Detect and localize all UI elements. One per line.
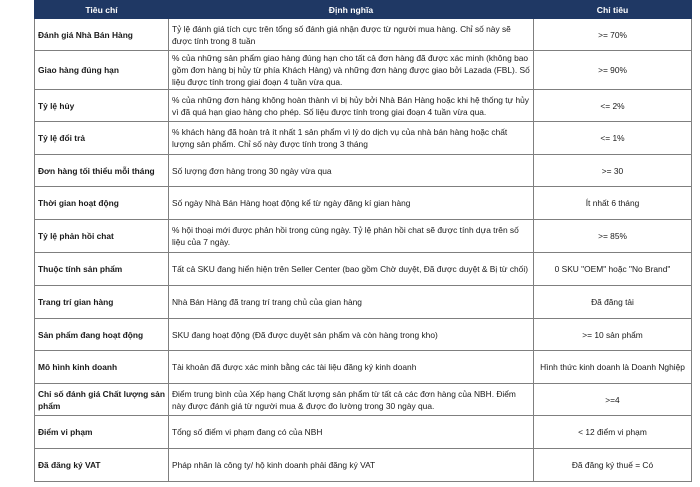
header-definition: Định nghĩa (169, 1, 534, 19)
row-target: 0 SKU "OEM" hoặc "No Brand" (534, 253, 692, 286)
row-target: >=4 (534, 384, 692, 416)
row-target: Ít nhất 6 tháng (534, 187, 692, 220)
row-criteria: Điểm vi phạm (35, 416, 169, 449)
row-criteria: Giao hàng đúng hạn (35, 51, 169, 90)
table-row (35, 19, 692, 51)
row-target: >= 10 sản phẩm (534, 319, 692, 351)
row-criteria: Thuộc tính sản phẩm (35, 253, 169, 286)
header-row (35, 1, 692, 19)
table-header (35, 1, 692, 19)
row-definition: Số ngày Nhà Bán Hàng hoạt động kể từ ngày đăng kí gian hàng (169, 187, 534, 220)
row-definition: % hội thoại mới được phản hồi trong cùng ngày. Tỷ lệ phản hồi chat sẽ được tính dựa trên số liệu của 7 ngày. (169, 220, 534, 253)
table-row (35, 286, 692, 319)
row-definition: Số lượng đơn hàng trong 30 ngày vừa qua (169, 155, 534, 187)
row-target: Đã đăng tải (534, 286, 692, 319)
table-row (35, 351, 692, 384)
row-target: >= 85% (534, 220, 692, 253)
row-definition: Tất cả SKU đang hiển hiện trên Seller Center (bao gồm Chờ duyệt, Đã được duyệt & Bị từ chối) (169, 253, 534, 286)
row-definition: SKU đang hoạt động (Đã được duyệt sản phẩm và còn hàng trong kho) (169, 319, 534, 351)
row-criteria: Chỉ số đánh giá Chất lượng sản phẩm (35, 384, 169, 416)
row-criteria: Đánh giá Nhà Bán Hàng (35, 19, 169, 51)
row-criteria: Đơn hàng tối thiểu mỗi tháng (35, 155, 169, 187)
row-criteria: Tỷ lệ phản hồi chat (35, 220, 169, 253)
row-definition: Điểm trung bình của Xếp hạng Chất lượng sản phẩm từ tất cả các đơn hàng của NBH. Điểm này được đánh giá từ người mua & được đo lường trong 30 ngày qua. (169, 384, 534, 416)
row-definition: Pháp nhân là công ty/ hộ kinh doanh phải đăng ký VAT (169, 449, 534, 482)
row-criteria: Thời gian hoạt động (35, 187, 169, 220)
row-criteria: Trang trí gian hàng (35, 286, 169, 319)
table-row (35, 253, 692, 286)
table-row (35, 51, 692, 90)
row-target: >= 90% (534, 51, 692, 90)
table-row (35, 384, 692, 416)
table-row (35, 416, 692, 449)
row-target: >= 70% (534, 19, 692, 51)
row-criteria: Đã đăng ký VAT (35, 449, 169, 482)
row-definition: Tổng số điểm vi phạm đang có của NBH (169, 416, 534, 449)
criteria-table (34, 0, 692, 482)
row-definition: % của những đơn hàng không hoàn thành vì bị hủy bởi Nhà Bán Hàng hoặc khi hệ thống tự hủy vì đã quá hạn giao hàng cho phép. Số liệu được tính trong giai đoạn 4 tuần vừa qua. (169, 90, 534, 122)
header-target: Chỉ tiêu (534, 1, 692, 19)
row-definition: Tỷ lệ đánh giá tích cực trên tổng số đánh giá nhận được từ người mua hàng. Chỉ số này sẽ được tính trong 8 tuần (169, 19, 534, 51)
row-definition: % khách hàng đã hoàn trả ít nhất 1 sản phẩm vì lý do dịch vụ của nhà bán hàng hoặc chất lượng sản phẩm. Chỉ số này được tính trong 3 tháng (169, 122, 534, 155)
table-row (35, 90, 692, 122)
row-criteria: Tỷ lệ đổi trả (35, 122, 169, 155)
row-definition: Nhà Bán Hàng đã trang trí trang chủ của gian hàng (169, 286, 534, 319)
table-row (35, 122, 692, 155)
row-target: Đã đăng ký thuế = Có (534, 449, 692, 482)
table-body (35, 19, 692, 482)
table-row (35, 187, 692, 220)
row-criteria: Mô hình kinh doanh (35, 351, 169, 384)
table-row (35, 220, 692, 253)
row-target: <= 2% (534, 90, 692, 122)
row-criteria: Sản phẩm đang hoạt động (35, 319, 169, 351)
row-definition: Tài khoản đã được xác minh bằng các tài liệu đăng ký kinh doanh (169, 351, 534, 384)
row-target: <= 1% (534, 122, 692, 155)
row-target: >= 30 (534, 155, 692, 187)
table-row (35, 449, 692, 482)
header-criteria: Tiêu chí (35, 1, 169, 19)
row-target: Hình thức kinh doanh là Doanh Nghiệp (534, 351, 692, 384)
row-criteria: Tỷ lệ hủy (35, 90, 169, 122)
table-row (35, 319, 692, 351)
row-target: < 12 điểm vi phạm (534, 416, 692, 449)
table-row (35, 155, 692, 187)
row-definition: % của những sản phẩm giao hàng đúng hạn cho tất cả đơn hàng đã được xác minh (không bao gồm đơn hàng bị hủy từ phía Khách Hàng) và những đơn hàng được giao bởi Lazada (FBL). Số liệu được tính trong giai đoạn 4 tuần vừa qua. (169, 51, 534, 90)
